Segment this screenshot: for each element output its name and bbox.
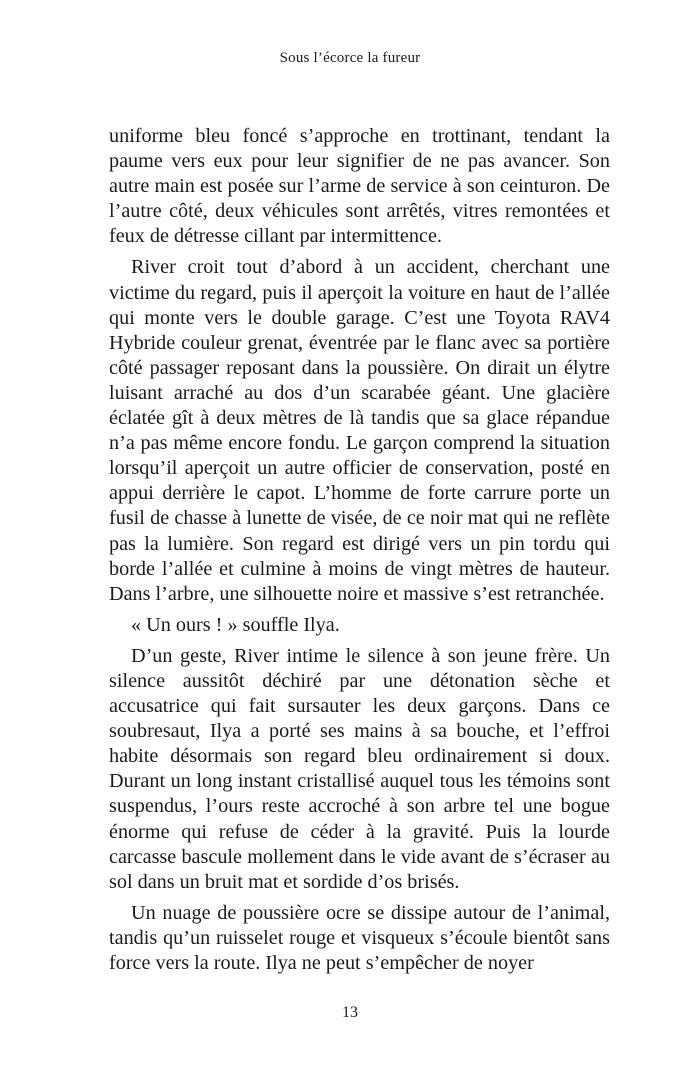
paragraph-gunshot: D’un geste, River intime le silence à son jeune frère. Un silence aussitôt déchiré par une détonation sèche et accusatrice qui fait sursauter les deux garçons. Dans ce soubresaut, Ilya a porté ses mains à sa bouche, et l’effroi habite désormais son regard bleu ordinairement si doux. Durant un long instant cristallisé auquel tous les témoins sont suspendus, l’ours reste accroché à son arbre tel une bogue énorme qui refuse de céder à la gravité. Puis la lourde carcasse bascule mollement dans le vide avant de s’écraser au sol dans un bruit mat et sordide d’os brisés.: [109, 644, 610, 893]
paragraph-continuation: uniforme bleu foncé s’approche en trottinant, tendant la paume vers eux pour leur signifier de ne pas avancer. Son autre main est posée sur l’arme de service à son ceinturon. De l’autre côté, deux véhicules sont arrêtés, vitres remontées et feux de détresse cillant par intermittence.: [109, 125, 610, 248]
paragraph-accident: River croit tout d’abord à un accident, cherchant une victime du regard, puis il aperçoit la voiture en haut de l’allée qui monte vers le double garage. C’est une Toyota RAV4 Hybride couleur grenat, éventrée par le flanc avec sa portière côté passager reposant dans la poussière. On dirait un élytre luisant arraché au dos d’un scarabée géant. Une glacière éclatée gît à deux mètres de là tandis que sa glace répandue n’a pas même encore fondu. Le garçon comprend la situation lorsqu’il aperçoit un autre officier de conservation, posté en appui derrière le capot. L’homme de forte carrure porte un fusil de chasse à lunette de visée, de ce noir mat qui ne reflète pas la lumière. Son regard est dirigé vers un pin tordu qui borde l’allée et culmine à moins de vingt mètres de hauteur. Dans l’arbre, une silhouette noire et massive s’est retranchée.: [109, 256, 610, 605]
page-number: 13: [342, 1004, 358, 1021]
paragraph-dialogue: « Un ours ! » souffle Ilya.: [131, 613, 340, 636]
running-header-title: Sous l’écorce la fureur: [279, 50, 421, 66]
paragraph-dust-cloud: Un nuage de poussière ocre se dissipe autour de l’animal, tandis qu’un ruisselet rouge et visqueux s’écoule bientôt sans force vers la route. Ilya ne peut s’empêcher de noyer: [109, 901, 610, 974]
body-text: [109, 124, 610, 982]
